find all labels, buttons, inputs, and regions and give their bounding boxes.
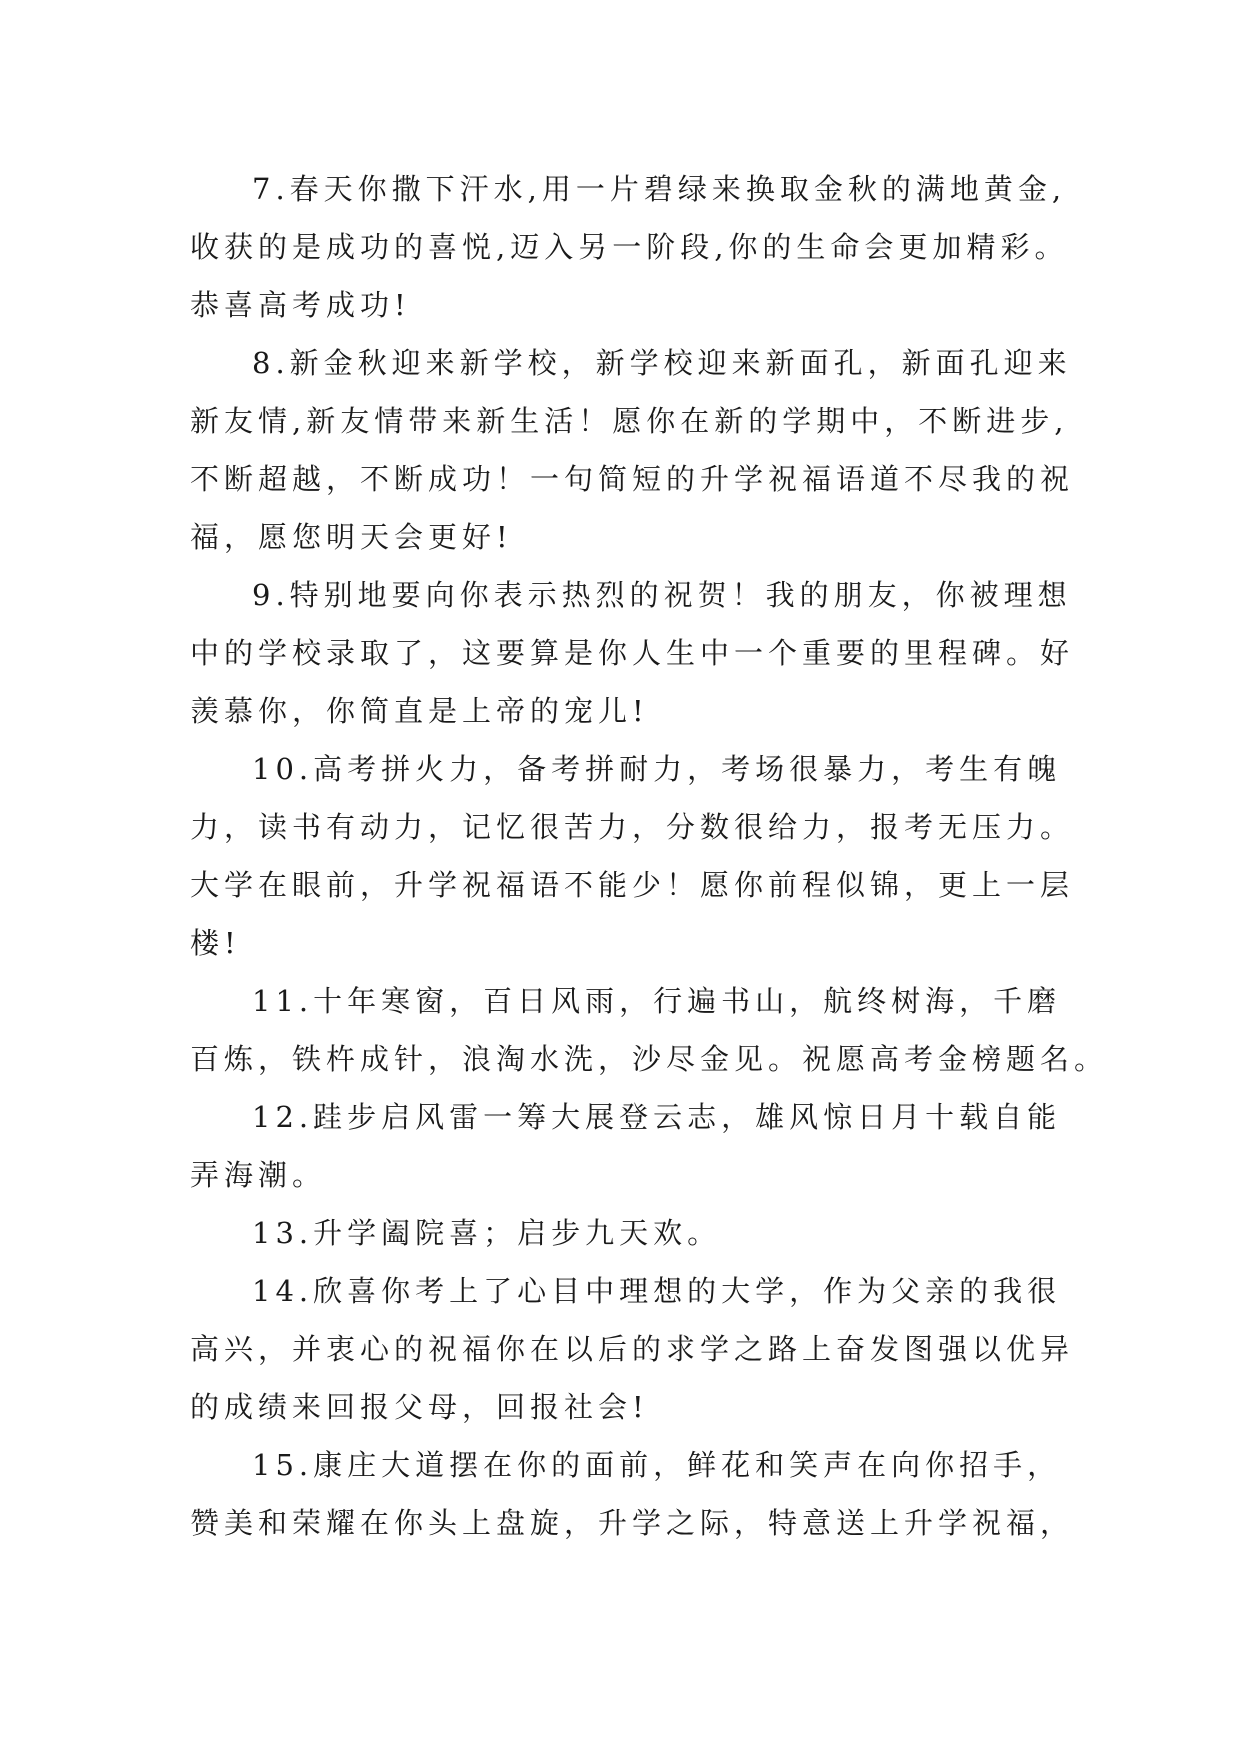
paragraph-8-line-4: 福，愿您明天会更好!: [190, 520, 513, 554]
paragraph-10-line-4: 楼!: [190, 926, 241, 960]
paragraph-7-line-1: 7.春天你撒下汗水,用一片碧绿来换取金秋的满地黄金,: [252, 172, 1067, 206]
paragraph-11-line-1: 11.十年寒窗，百日风雨，行遍书山，航终树海，千磨: [252, 984, 1062, 1018]
paragraph-9-line-1: 9.特别地要向你表示热烈的祝贺！我的朋友，你被理想: [252, 578, 1072, 612]
paragraph-10-line-3: 大学在眼前，升学祝福语不能少！愿你前程似锦，更上一层: [190, 868, 1075, 902]
paragraph-14-line-1: 14.欣喜你考上了心目中理想的大学，作为父亲的我很: [252, 1274, 1062, 1308]
paragraph-10-line-1: 10.高考拼火力，备考拼耐力，考场很暴力，考生有魄: [252, 752, 1062, 786]
paragraph-8-line-1: 8.新金秋迎来新学校，新学校迎来新面孔，新面孔迎来: [252, 346, 1072, 380]
paragraph-14-line-2: 高兴，并衷心的祝福你在以后的求学之路上奋发图强以优异: [190, 1332, 1075, 1366]
paragraph-7-line-3: 恭喜高考成功!: [190, 288, 411, 322]
paragraph-15-line-1: 15.康庄大道摆在你的面前，鲜花和笑声在向你招手，: [252, 1448, 1062, 1482]
paragraph-12-line-2: 弄海潮。: [190, 1158, 327, 1192]
paragraph-9-line-2: 中的学校录取了，这要算是你人生中一个重要的里程碑。好: [190, 636, 1075, 670]
paragraph-13-line-1: 13.升学阖院喜；启步九天欢。: [252, 1216, 722, 1250]
paragraph-10-line-2: 力，读书有动力，记忆很苦力，分数很给力，报考无压力。: [190, 810, 1075, 844]
paragraph-15-line-2: 赞美和荣耀在你头上盘旋，升学之际，特意送上升学祝福，: [190, 1506, 1075, 1540]
paragraph-12-line-1: 12.跬步启风雷一筹大展登云志，雄风惊日月十载自能: [252, 1100, 1062, 1134]
paragraph-9-line-3: 羡慕你，你简直是上帝的宠儿!: [190, 694, 649, 728]
document-body: [190, 160, 1109, 1552]
paragraph-11-line-2: 百炼，铁杵成针，浪淘水洗，沙尽金见。祝愿高考金榜题名。: [190, 1042, 1109, 1076]
paragraph-8-line-3: 不断超越，不断成功！一句简短的升学祝福语道不尽我的祝: [190, 462, 1075, 496]
paragraph-8-line-2: 新友情,新友情带来新生活！愿你在新的学期中，不断进步,: [190, 404, 1069, 438]
paragraph-7-line-2: 收获的是成功的喜悦,迈入另一阶段,你的生命会更加精彩。: [190, 230, 1069, 264]
paragraph-14-line-3: 的成绩来回报父母，回报社会!: [190, 1390, 649, 1424]
